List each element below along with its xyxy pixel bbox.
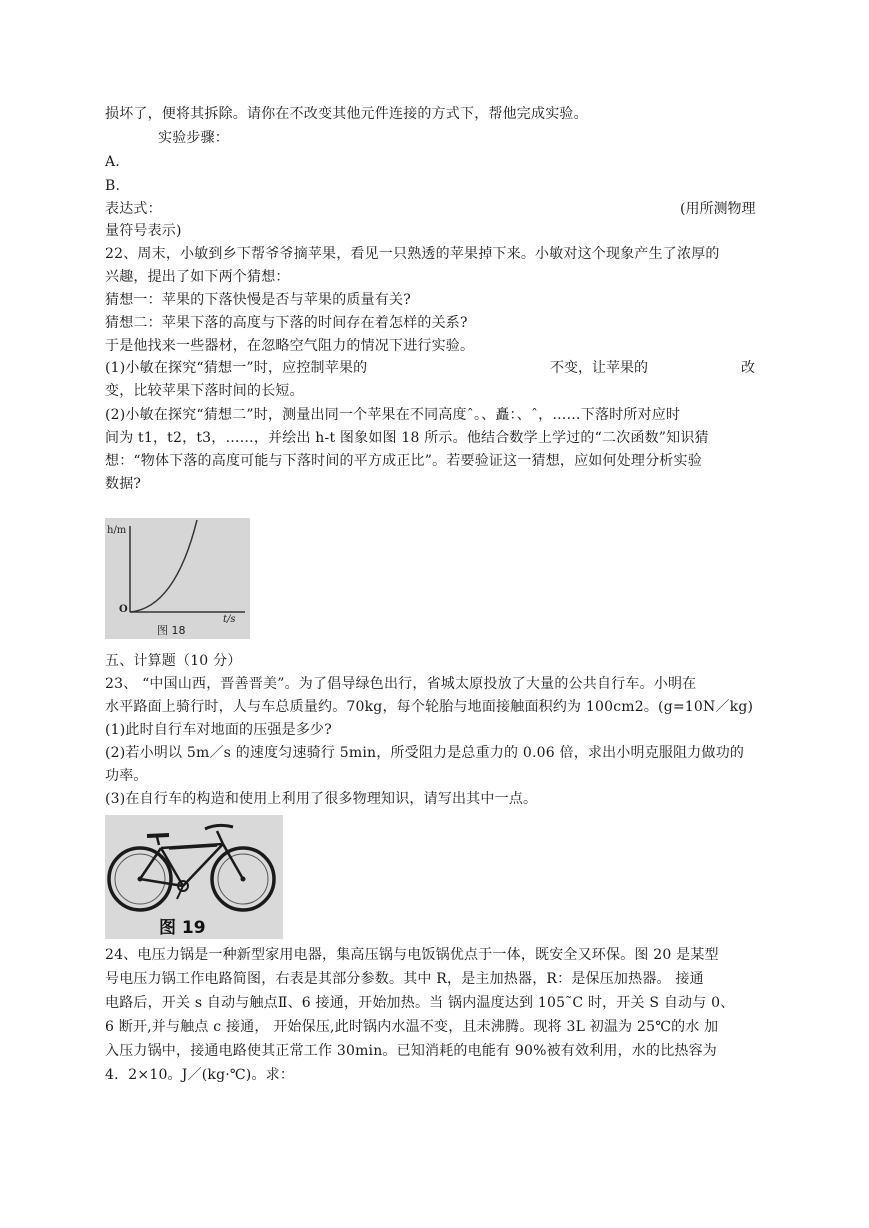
q23-part3: (3)在自行车的构造和使用上利用了很多物理知识，请写出其中一点。 [105, 791, 538, 807]
text-line: 入压力锅中，接通电路使其正常工作 30min。已知消耗的电能有 90%被有效利用，水的比热容为 [105, 1043, 717, 1059]
step-a: A. [105, 154, 120, 170]
question-23: 23、 “中国山西，晋善晋美”。为了倡导绿色出行，省城太原投放了大量的公共自行车。小明在 [105, 676, 697, 692]
text-line: 数据? [105, 476, 142, 492]
text-line: 想：“物体下落的高度可能与下落时间的平方成正比”。若要验证这一猜想，应如何处理分析实验 [105, 453, 702, 469]
q22-part1-mid: 不变，让苹果的 [550, 360, 648, 376]
q22-part1: (1)小敏在探究“猜想一”时，应控制苹果的 [105, 360, 368, 376]
step-b: B. [105, 178, 121, 194]
figure-18-caption: 图 18 [157, 624, 186, 637]
hypothesis-1: 猜想一：苹果的下落快慢是否与苹果的质量有关? [105, 292, 411, 308]
text-line: 兴趣，提出了如下两个猜想： [105, 269, 290, 285]
origin-label: O [119, 604, 128, 615]
q23-part2: (2)若小明以 5m／s 的速度匀速骑行 5min，所受阻力是总重力的 0.06 倍，求出小明克服阻力做功的 [105, 745, 745, 761]
figure-18 [105, 518, 250, 639]
text-line: 间为 t1，t2，t3，……，并绘出 h-t 图象如图 18 所示。他结合数学上学过的“二次函数”知识猜 [105, 430, 709, 446]
hypothesis-2: 猜想二：苹果下落的高度与下落的时间存在着怎样的关系? [105, 315, 468, 331]
text-line: 号电压力锅工作电路简图，右表是其部分参数。其中 R，是主加热器，R：是保压加热器。 接通 [105, 971, 704, 987]
text-line: 电路后，开关 s 自动与触点Ⅱ、6 接通，开始加热。当 锅内温度达到 105˜C 时，开关 S 自动与 0、 [105, 995, 735, 1011]
y-axis-label: h/m [107, 525, 127, 536]
text-line: 损坏了，便将其拆除。请你在不改变其他元件连接的方式下，帮他完成实验。 [105, 106, 588, 122]
figure-19-caption: 图 19 [159, 918, 206, 938]
expression-label: 表达式： [105, 201, 162, 217]
figure-19 [105, 815, 283, 939]
text-line: 4．2×10。J／(kg·℃)。求： [105, 1067, 295, 1083]
text-line: 于是他找来一些器材，在忽略空气阻力的情况下进行实验。 [105, 338, 475, 354]
q22-part1-end: 改 [741, 360, 755, 376]
text-line: 6 断开,并与触点 c 接通， 开始保压,此时锅内水温不变，且未沸腾。现将 3L 初温为 25℃的水 加 [105, 1019, 719, 1035]
text-line: 变，比较苹果下落时间的长短。 [105, 383, 304, 399]
text-line: 水平路面上骑行时，人与车总质量约。70kg，每个轮胎与地面接触面积约为 100cm2。(g=10N／kg) [105, 699, 754, 715]
q22-part2: (2)小敏在探究“猜想二”时，测量出同一个苹果在不同高度ˆ。、矗：、ˆ，……下落时所对应时 [105, 407, 681, 423]
x-axis-label: t/s [223, 614, 236, 625]
expression-note: (用所测物理 [680, 201, 756, 217]
section-heading: 五、计算题（10 分） [105, 653, 242, 669]
q23-part1: (1)此时自行车对地面的压强是多少? [105, 722, 332, 738]
question-24: 24、电压力锅是一种新型家用电器，集高压锅与电饭锅优点于一体，既安全又环保。图 20 是某型 [105, 947, 719, 963]
experiment-steps-label: 实验步骤： [158, 130, 229, 146]
question-22: 22、周末，小敏到乡下帮爷爷摘苹果，看见一只熟透的苹果掉下来。小敏对这个现象产生了浓厚的 [105, 246, 720, 262]
text-line: 量符号表示) [105, 223, 182, 239]
text-line: 功率。 [105, 768, 148, 784]
